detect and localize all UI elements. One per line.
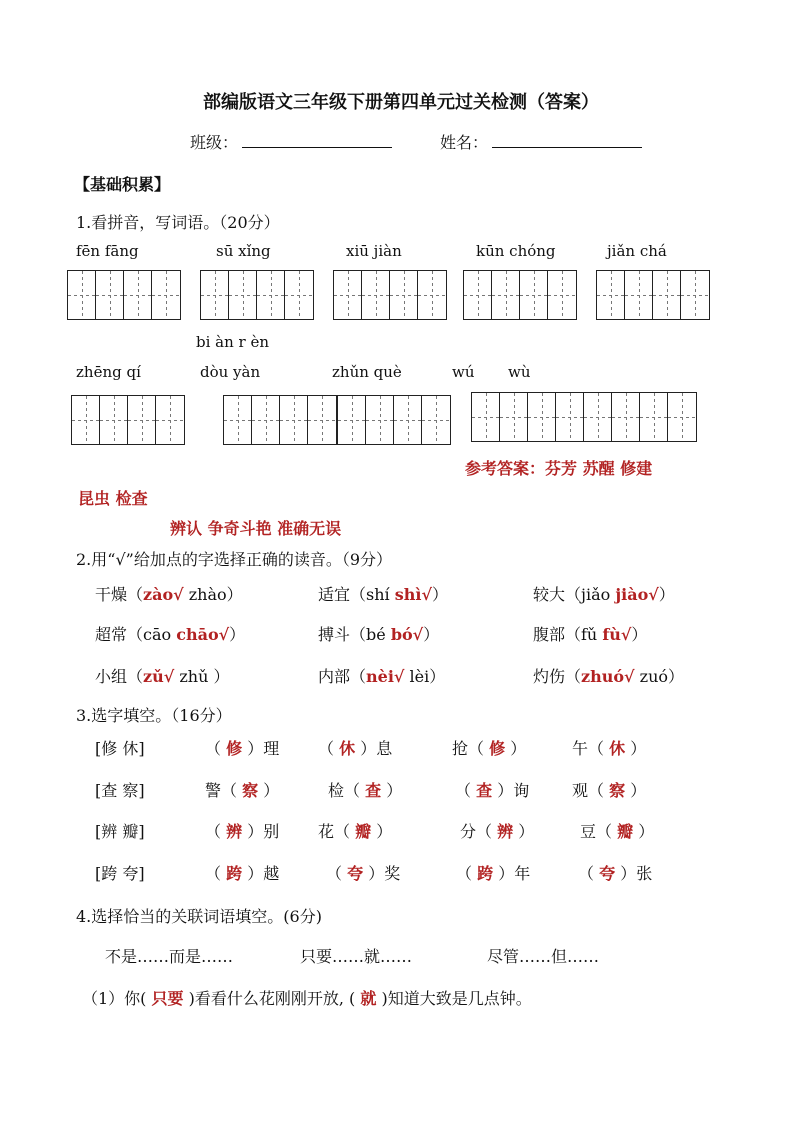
name-blank [492, 133, 642, 148]
grid-cell[interactable] [653, 271, 681, 319]
question-text: 小组（ [95, 667, 144, 686]
question-text: ） [371, 822, 393, 841]
grid-cell[interactable] [366, 396, 394, 444]
question-text: ） [658, 585, 675, 604]
class-field [190, 130, 392, 153]
grid-cell[interactable] [72, 396, 100, 444]
q2-item-1-2 [318, 582, 448, 605]
q2-item-1-1 [95, 582, 243, 605]
write-grid-9[interactable] [471, 392, 697, 442]
q1-pinyin-9: wú [452, 363, 475, 381]
q1-pinyin-8: zhǔn què [332, 363, 402, 381]
answer-text: chāo√ [176, 625, 230, 644]
class-label: 班级： [190, 133, 239, 152]
grid-cell[interactable] [280, 396, 308, 444]
q1-pinyin-2: sū xǐng [216, 242, 271, 260]
name-field [440, 130, 642, 153]
question-text: 分（ [460, 822, 498, 841]
grid-cell[interactable] [612, 393, 640, 441]
q3-item-2-3 [455, 778, 529, 801]
q2-item-2-1 [95, 622, 245, 645]
question-text: ）越 [242, 864, 280, 883]
answer-text: zào√ [143, 585, 184, 604]
q4-option-3: 尽管……但…… [487, 947, 600, 966]
answer-text: 查 [476, 781, 493, 800]
q1-pinyin-mid: bi àn r èn [196, 333, 270, 351]
write-grid-5[interactable] [596, 270, 710, 320]
grid-cell[interactable] [128, 396, 156, 444]
grid-cell[interactable] [418, 271, 446, 319]
answer-text: 辨 [497, 822, 514, 841]
q3-label-4: [跨 夸] [95, 864, 145, 883]
answer-text: zhuó√ [581, 667, 635, 686]
question-text: （ [455, 781, 477, 800]
answer-text: zǔ√ [143, 667, 175, 686]
question-text: （ [205, 864, 227, 883]
q3-item-3-2 [318, 819, 392, 842]
q3-item-2-1 [205, 778, 279, 801]
q1-pinyin-7: dòu yàn [200, 363, 261, 381]
question-text: zhǔ ） [174, 667, 230, 686]
grid-cell[interactable] [96, 271, 124, 319]
grid-cell[interactable] [556, 393, 584, 441]
question-text: 灼伤（ [533, 667, 582, 686]
q3-item-1-3 [452, 736, 526, 759]
answer-text: fù√ [602, 625, 632, 644]
grid-cell[interactable] [156, 396, 184, 444]
q3-item-1-2 [318, 736, 392, 759]
q1-answer-line1: 参考答案：芬芳 苏醒 修建 [465, 459, 653, 478]
question-text: ）息 [355, 739, 393, 758]
question-text: 豆（ [580, 822, 618, 841]
answer-text: 修 [226, 739, 243, 758]
question-text: ） [381, 781, 403, 800]
q3-label-3: [辨 瓣] [95, 822, 145, 841]
grid-cell[interactable] [252, 396, 280, 444]
answer-text: 跨 [477, 864, 494, 883]
q1-answer-line3: 辨认 争奇斗艳 准确无误 [170, 519, 342, 538]
question-text: ） [625, 781, 647, 800]
question-text: lèi） [404, 667, 446, 686]
question-text: 搏斗（bé [318, 625, 391, 644]
q1-pinyin-3: xiū jiàn [346, 242, 402, 260]
q2-heading: 2.用“√”给加点的字选择正确的读音。（9分） [76, 550, 393, 569]
question-text: 花（ [318, 822, 356, 841]
grid-cell[interactable] [100, 396, 128, 444]
q4-option-1: 不是……而是…… [105, 947, 234, 966]
q3-item-4-1 [205, 861, 279, 884]
q4-sentence-1 [82, 986, 532, 1009]
grid-cell[interactable] [422, 396, 450, 444]
q1-pinyin-10: wù [508, 363, 531, 381]
answer-text: 修 [489, 739, 506, 758]
q2-item-2-2 [318, 622, 439, 645]
question-text: 观（ [572, 781, 610, 800]
answer-text: 休 [609, 739, 626, 758]
question-text: ） [423, 625, 440, 644]
write-grid-1[interactable] [67, 270, 181, 320]
grid-cell[interactable] [668, 393, 696, 441]
q2-item-2-3 [533, 622, 647, 645]
q3-item-4-3 [456, 861, 530, 884]
page-title: 部编版语文三年级下册第四单元过关检测（答案） [203, 92, 599, 113]
answer-text: 瓣 [617, 822, 634, 841]
write-grid-8[interactable] [337, 395, 451, 445]
question-text: 较大（jiǎo [533, 585, 616, 604]
answer-text: 察 [609, 781, 626, 800]
q4-heading: 4.选择恰当的关联词语填空。(6分) [76, 907, 322, 926]
q2-item-3-2 [318, 664, 445, 687]
grid-cell[interactable] [500, 393, 528, 441]
q3-item-2-4 [572, 778, 646, 801]
answer-text: 瓣 [355, 822, 372, 841]
grid-cell[interactable] [308, 396, 336, 444]
question-text: ） [258, 781, 280, 800]
answer-text: 跨 [226, 864, 243, 883]
grid-cell[interactable] [285, 271, 313, 319]
question-text: ） [513, 822, 535, 841]
write-grid-4[interactable] [463, 270, 577, 320]
write-grid-3[interactable] [333, 270, 447, 320]
question-text: （ [456, 864, 478, 883]
q3-item-4-4 [578, 861, 652, 884]
q3-label-1: [修 休] [95, 739, 145, 758]
q3-item-3-3 [460, 819, 534, 842]
question-text: 午（ [572, 739, 610, 758]
q3-heading: 3.选字填空。（16分） [76, 706, 232, 725]
answer-text: shì√ [394, 585, 432, 604]
q2-item-3-3 [533, 664, 684, 687]
question-text: zuó） [634, 667, 685, 686]
question-text: 警（ [205, 781, 243, 800]
question-text: 超常（cāo [95, 625, 177, 644]
answer-text: jiào√ [615, 585, 659, 604]
grid-cell[interactable] [338, 396, 366, 444]
grid-cell[interactable] [548, 271, 576, 319]
answer-text: 辨 [226, 822, 243, 841]
question-text: ） [625, 739, 647, 758]
question-text: 检（ [328, 781, 366, 800]
grid-cell[interactable] [520, 271, 548, 319]
answer-text: 夸 [599, 864, 616, 883]
class-blank [242, 133, 392, 148]
answer-text: 查 [365, 781, 382, 800]
q1-heading: 1.看拼音，写词语。（20分） [76, 213, 280, 232]
question-text: （ [318, 739, 340, 758]
q1-pinyin-5: jiǎn chá [607, 242, 667, 260]
q3-item-1-1 [205, 736, 279, 759]
q1-pinyin-1: fēn fāng [76, 242, 139, 260]
answer-text: 夸 [347, 864, 364, 883]
question-text: ）张 [615, 864, 653, 883]
question-text: 内部（ [318, 667, 367, 686]
name-label: 姓名： [440, 133, 489, 152]
q3-label-2: [查 察] [95, 781, 145, 800]
question-text: )知道大致是几点钟。 [376, 989, 532, 1008]
grid-cell[interactable] [124, 271, 152, 319]
q1-pinyin-4: kūn chóng [476, 242, 556, 260]
grid-cell[interactable] [472, 393, 500, 441]
q3-item-1-4 [572, 736, 646, 759]
question-text: 干燥（ [95, 585, 144, 604]
question-text: （ [205, 739, 227, 758]
question-text: )看看什么花刚刚开放, ( [183, 989, 361, 1008]
answer-text: nèi√ [366, 667, 405, 686]
question-text: ） [505, 739, 527, 758]
grid-cell[interactable] [528, 393, 556, 441]
grid-cell[interactable] [464, 271, 492, 319]
grid-cell[interactable] [640, 393, 668, 441]
answer-text: 察 [242, 781, 259, 800]
grid-cell[interactable] [334, 271, 362, 319]
section-header: 【基础积累】 [74, 175, 171, 194]
grid-cell[interactable] [394, 396, 422, 444]
grid-cell[interactable] [152, 271, 180, 319]
grid-cell[interactable] [390, 271, 418, 319]
question-text: 腹部（fǔ [533, 625, 603, 644]
grid-cell[interactable] [492, 271, 520, 319]
q1-answer-line2: 昆虫 检查 [78, 489, 148, 508]
question-text: （1）你( [82, 989, 152, 1008]
answer-text: 休 [339, 739, 356, 758]
answer-text: 就 [360, 989, 377, 1008]
write-grid-6[interactable] [71, 395, 185, 445]
grid-cell[interactable] [68, 271, 96, 319]
grid-cell[interactable] [584, 393, 612, 441]
question-text: 适宜（shí [318, 585, 395, 604]
q3-item-3-1 [205, 819, 279, 842]
question-text: ）询 [492, 781, 530, 800]
question-text: ） [633, 822, 655, 841]
q1-pinyin-6: zhēng qí [76, 363, 141, 381]
question-text: ）别 [242, 822, 280, 841]
q2-item-1-3 [533, 582, 675, 605]
grid-cell[interactable] [224, 396, 252, 444]
grid-cell[interactable] [362, 271, 390, 319]
grid-cell[interactable] [257, 271, 285, 319]
answer-text: bó√ [390, 625, 424, 644]
q3-item-2-2 [328, 778, 402, 801]
write-grid-7[interactable] [223, 395, 337, 445]
q4-option-2: 只要……就…… [300, 947, 413, 966]
grid-cell[interactable] [201, 271, 229, 319]
question-text: ） [431, 585, 448, 604]
grid-cell[interactable] [229, 271, 257, 319]
q3-item-4-2 [326, 861, 400, 884]
question-text: ）奖 [363, 864, 401, 883]
question-text: ） [631, 625, 648, 644]
question-text: ）年 [493, 864, 531, 883]
grid-cell[interactable] [625, 271, 653, 319]
question-text: ）理 [242, 739, 280, 758]
q3-item-3-4 [580, 819, 654, 842]
q2-item-3-1 [95, 664, 229, 687]
question-text: ） [229, 625, 246, 644]
grid-cell[interactable] [681, 271, 709, 319]
question-text: zhào） [183, 585, 243, 604]
grid-cell[interactable] [597, 271, 625, 319]
answer-text: 只要 [151, 989, 184, 1008]
question-text: 抢（ [452, 739, 490, 758]
write-grid-2[interactable] [200, 270, 314, 320]
question-text: （ [326, 864, 348, 883]
question-text: （ [578, 864, 600, 883]
question-text: （ [205, 822, 227, 841]
